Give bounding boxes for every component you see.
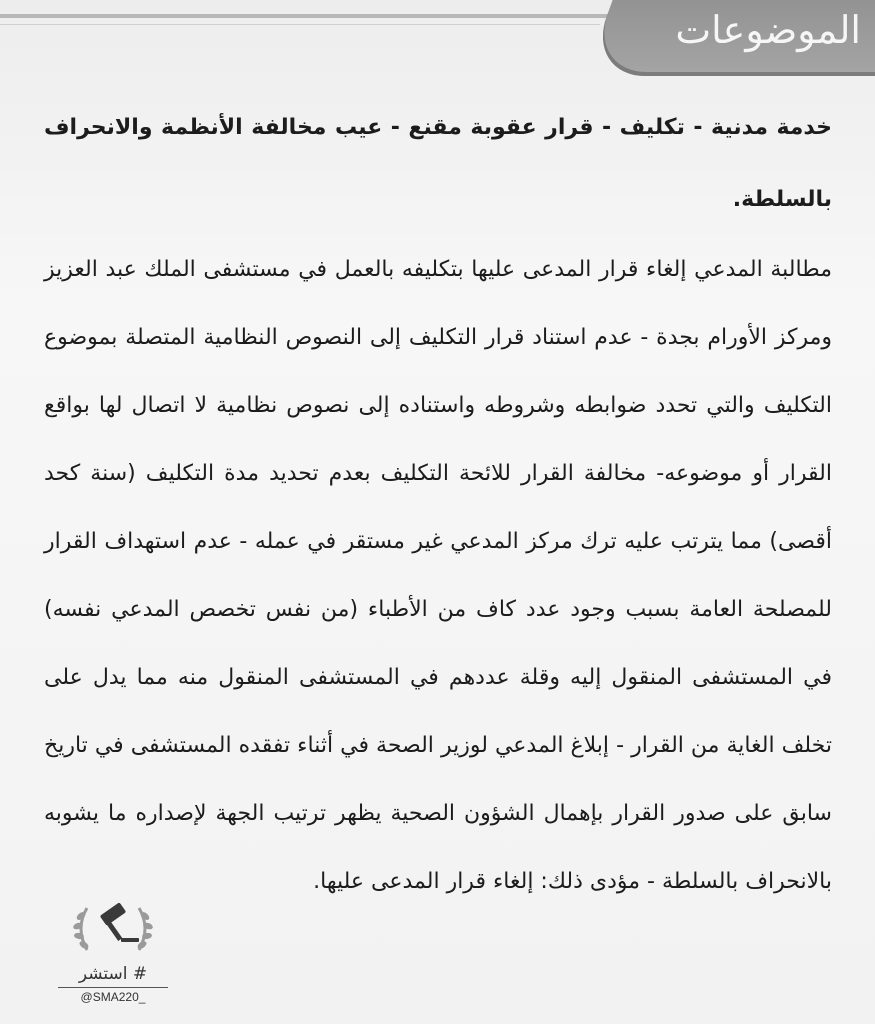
document-headline: خدمة مدنية - تكليف - قرار عقوبة مقنع - عيب مخالفة الأنظمة والانحراف بالسلطة.: [44, 115, 832, 212]
logo-handle: @SMA220_: [80, 990, 146, 1004]
gavel-laurel-icon: [65, 896, 161, 962]
document-content: [44, 92, 832, 916]
brand-logo: [58, 896, 168, 1024]
document-body: مطالبة المدعي إلغاء قرار المدعى عليها بتكليفه بالعمل في مستشفى الملك عبد العزيز ومركز الأورام بجدة - عدم استناد قرار التكليف إلى النصوص النظامية المتصلة بموضوع التكليف والتي تحدد ضوابطه وشروطه واستناده إلى نصوص نظامية لا اتصال لها بواقع القرار أو موضوعه- مخالفة القرار للائحة التكليف بعدم تحديد مدة التكليف (سنة كحد أقصى) مما يترتب عليه ترك مركز المدعي غير مستقر في عمله - عدم استهداف القرار للمصلحة العامة بسبب وجود عدد كاف من الأطباء (من نفس تخصص المدعي نفسه) في المستشفى المنقول إليه وقلة عددهم في المستشفى المنقول منه مما يدل على تخلف الغاية من القرار - إبلاغ المدعي لوزير الصحة في أثناء تفقده المستشفى في تاريخ سابق على صدور القرار بإهمال الشؤون الصحية يظهر ترتيب الجهة لإصداره ما يشوبه بالانحراف بالسلطة - مؤدى ذلك: إلغاء قرار المدعى عليها.: [44, 257, 832, 894]
header-rule-thin: [0, 24, 600, 25]
section-title: الموضوعات: [675, 8, 861, 52]
logo-hashtag: # استشر: [58, 964, 168, 988]
header-rule: [0, 14, 620, 18]
